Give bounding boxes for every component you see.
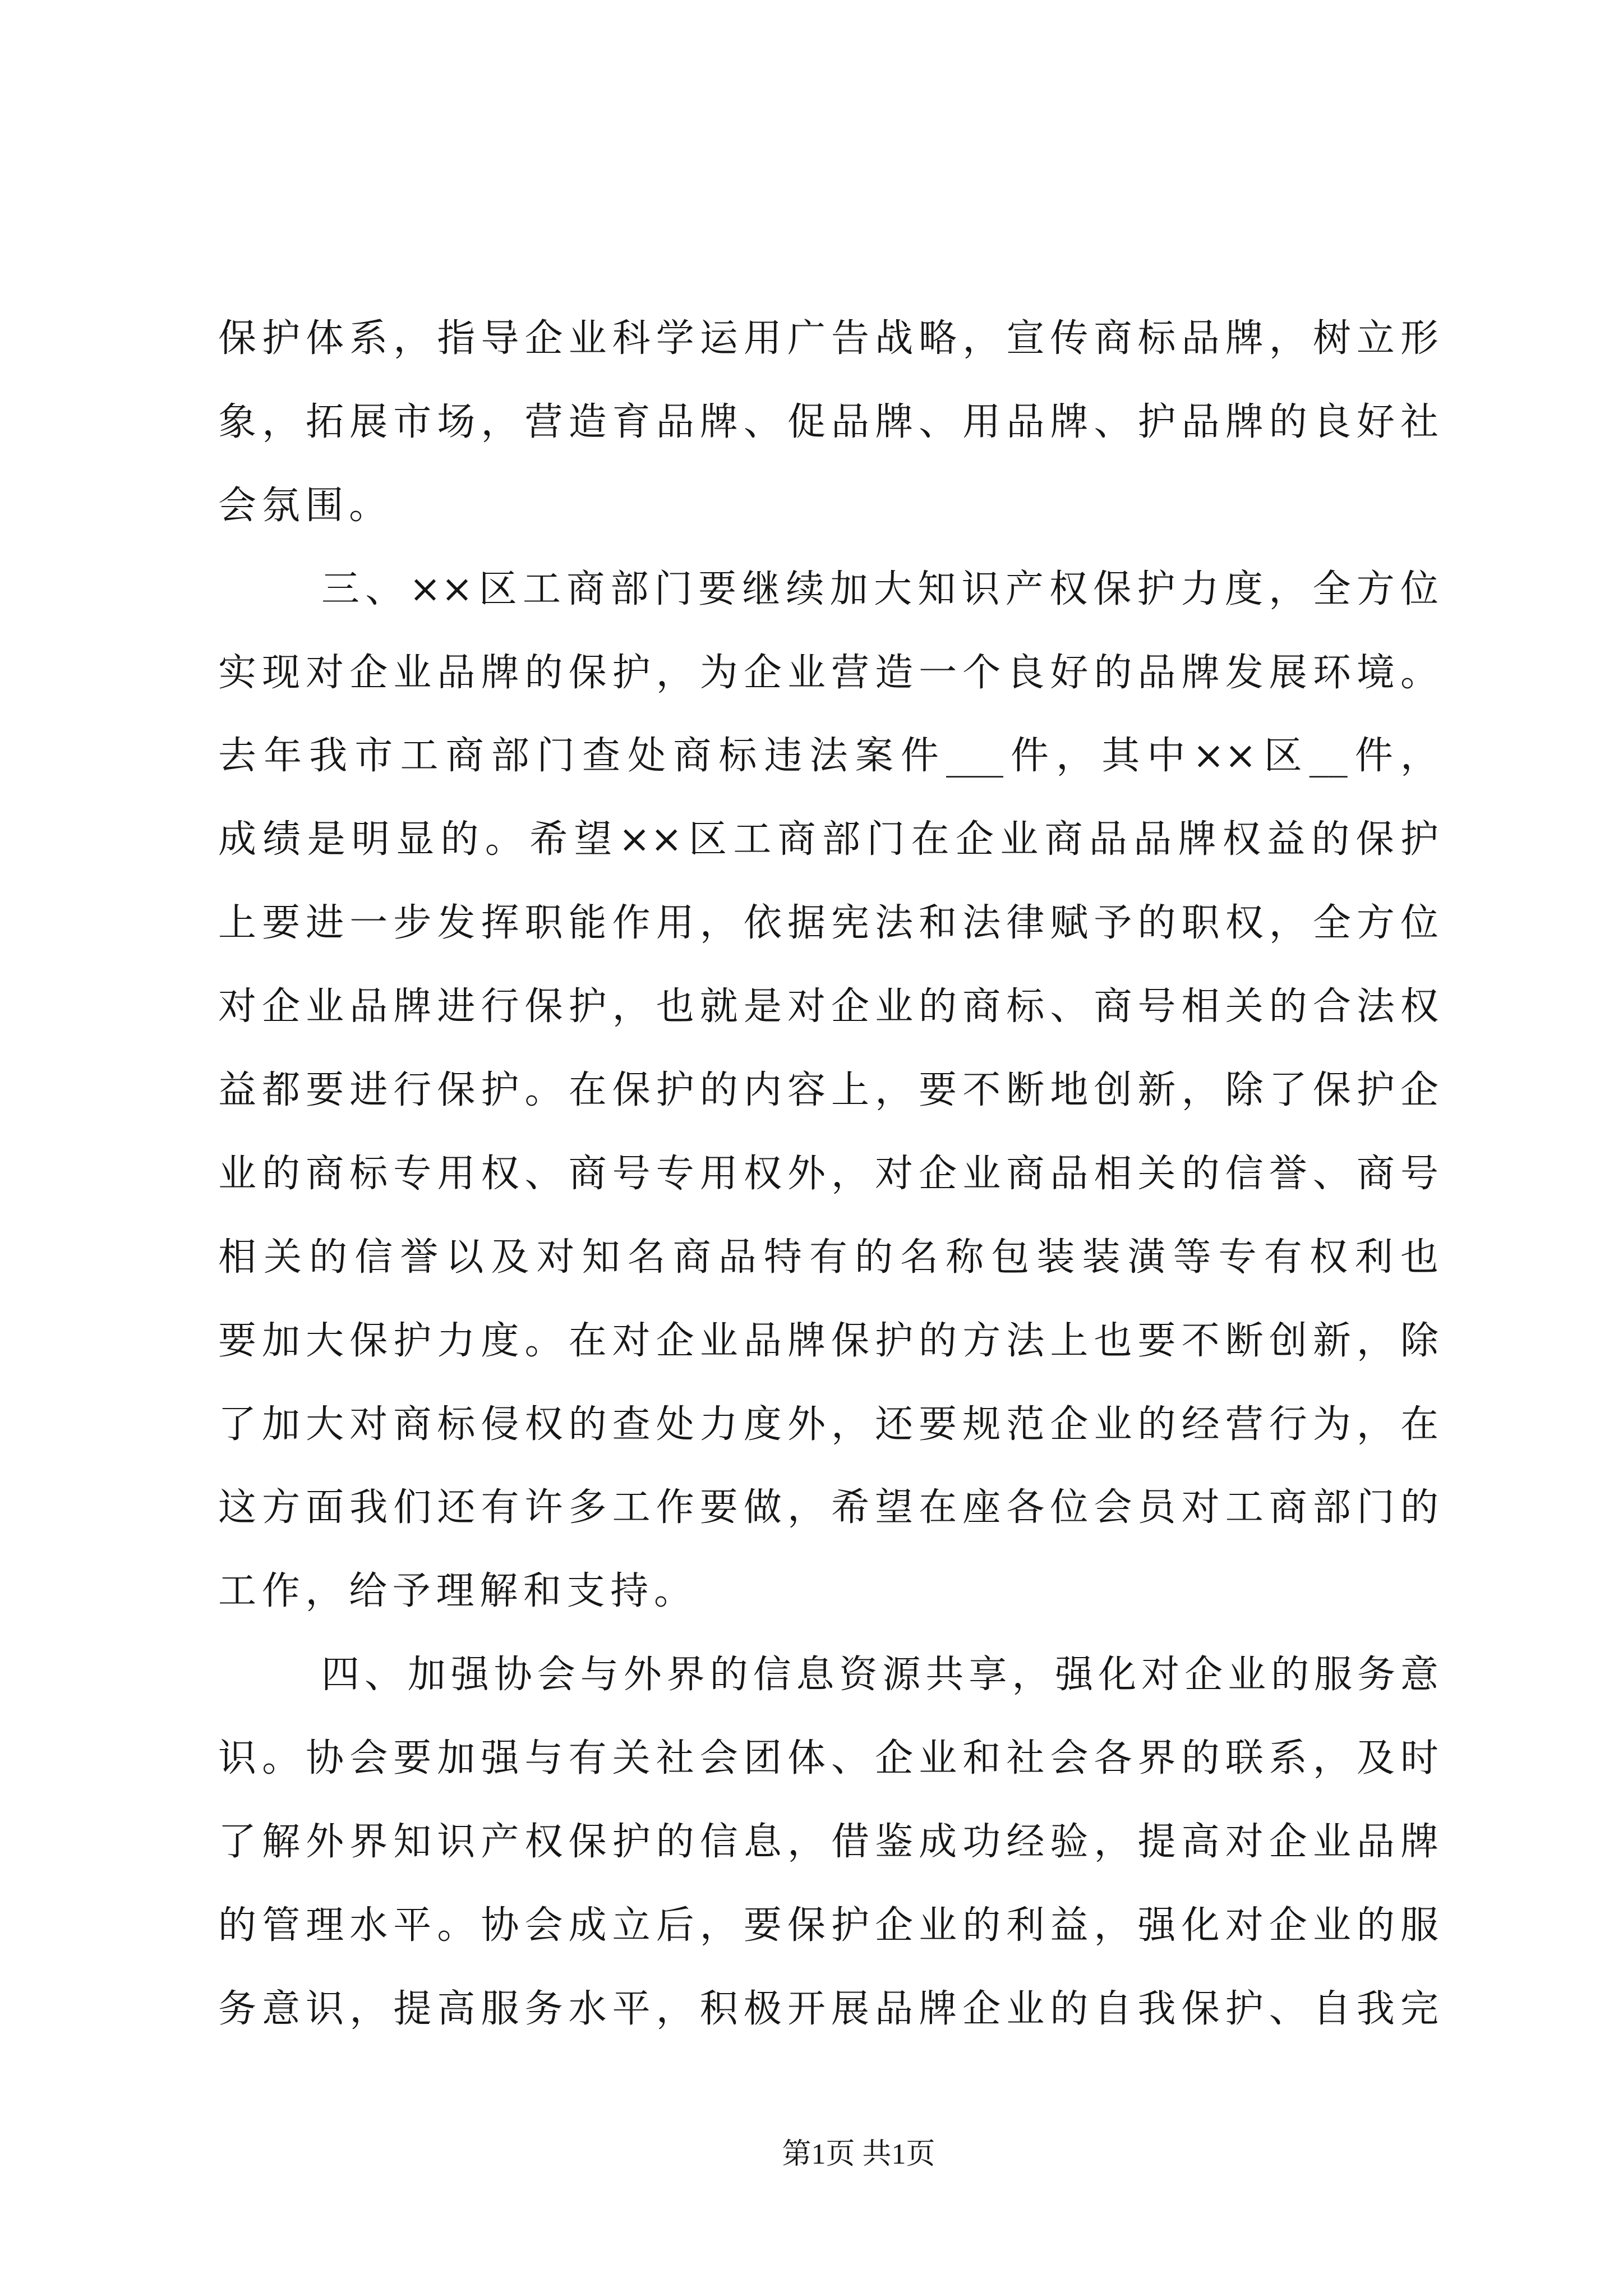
- text-line: 保护体系，指导企业科学运用广告战略，宣传商标品牌，树立形: [218, 316, 1438, 361]
- text-line: 工作，给予理解和支持。: [218, 1569, 698, 1614]
- text-line: 相关的信誉以及对知名商品特有的名称包装装潢等专有权利也: [218, 1235, 1438, 1280]
- page-number-footer: 第1页 共1页: [782, 2138, 935, 2170]
- text-line: 会氛围。: [218, 483, 393, 528]
- paragraph-start-line: 三、××区工商部门要继续加大知识产权保护力度，全方位: [321, 567, 1438, 611]
- text-line: 象，拓展市场，营造育品牌、促品牌、用品牌、护品牌的良好社: [218, 399, 1438, 444]
- text-line: 业的商标专用权、商号专用权外，对企业商品相关的信誉、商号: [218, 1151, 1438, 1196]
- text-line: 成绩是明显的。希望××区工商部门在企业商品品牌权益的保护: [218, 817, 1438, 862]
- text-line: 实现对企业品牌的保护，为企业营造一个良好的品牌发展环境。: [218, 650, 1438, 695]
- document-body: [218, 297, 1438, 2051]
- text-line: 这方面我们还有许多工作要做，希望在座各位会员对工商部门的: [218, 1485, 1438, 1530]
- text-line: 识。协会要加强与有关社会团体、企业和社会各界的联系，及时: [218, 1736, 1438, 1781]
- text-line: 去年我市工商部门查处商标违法案件___件，其中××区__件，: [218, 734, 1438, 779]
- text-line: 了解外界知识产权保护的信息，借鉴成功经验，提高对企业品牌: [218, 1820, 1438, 1865]
- text-line: 了加大对商标侵权的查处力度外，还要规范企业的经营行为，在: [218, 1402, 1438, 1447]
- text-line: 益都要进行保护。在保护的内容上，要不断地创新，除了保护企: [218, 1068, 1438, 1113]
- text-line: 上要进一步发挥职能作用，依据宪法和法律赋予的职权，全方位: [218, 901, 1438, 946]
- text-line: 要加大保护力度。在对企业品牌保护的方法上也要不断创新，除: [218, 1318, 1438, 1363]
- paragraph-start-line: 四、加强协会与外界的信息资源共享，强化对企业的服务意: [321, 1653, 1438, 1697]
- text-line: 的管理水平。协会成立后，要保护企业的利益，强化对企业的服: [218, 1903, 1438, 1948]
- text-line: 对企业品牌进行保护，也就是对企业的商标、商号相关的合法权: [218, 984, 1438, 1029]
- text-line: 务意识，提高服务水平，积极开展品牌企业的自我保护、自我完: [218, 1986, 1438, 2031]
